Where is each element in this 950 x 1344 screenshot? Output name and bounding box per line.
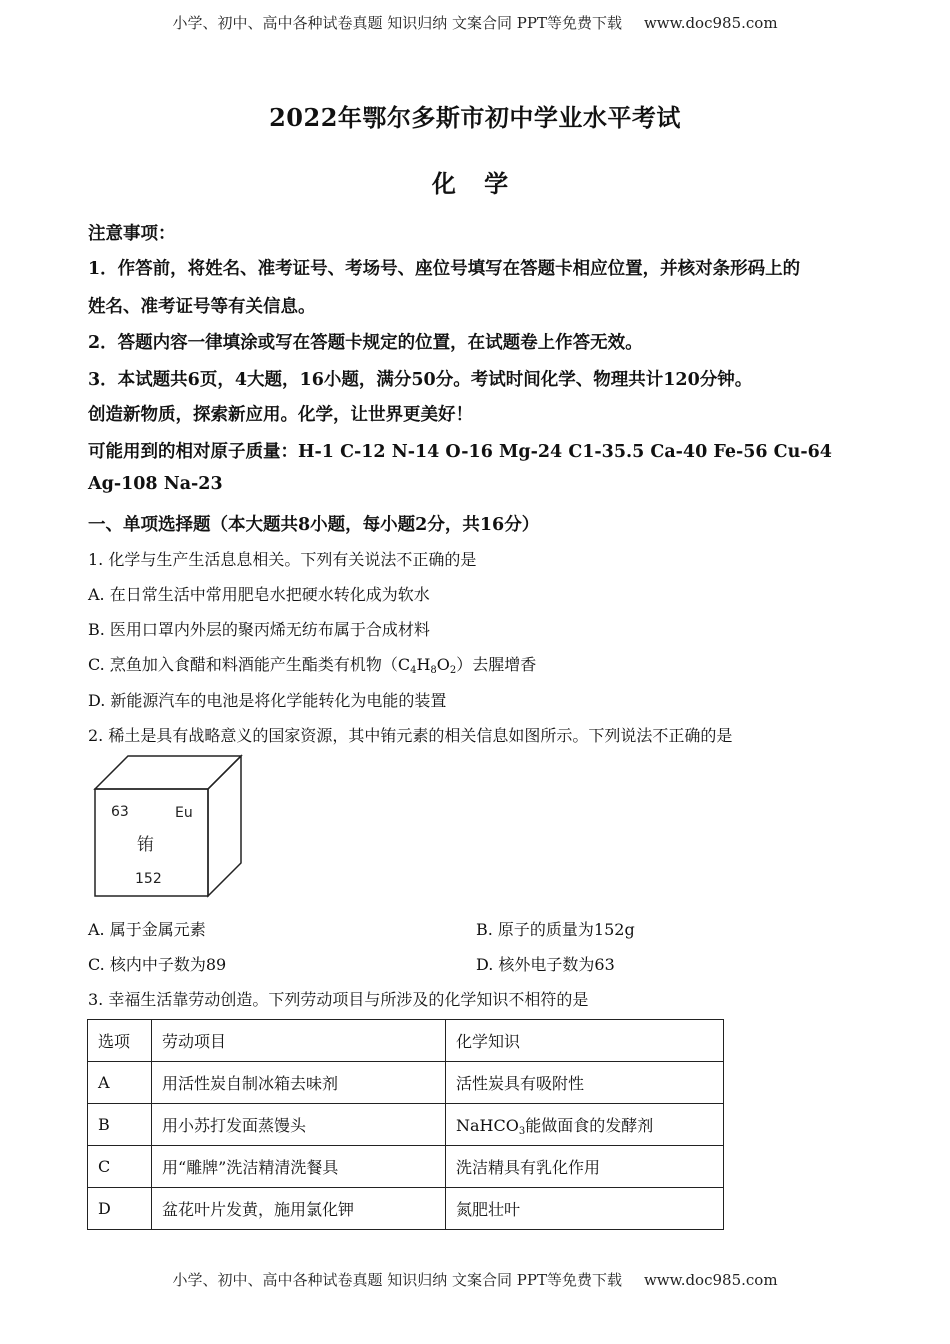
notice-item-1: 1．作答前，将姓名、准考证号、考场号、座位号填写在答题卡相应位置，并核对条形码上的 xyxy=(88,259,801,279)
notice-heading: 注意事项： xyxy=(88,224,176,244)
q1-option-c: C. 烹鱼加入食醋和料酒能产生酯类有机物$(C_4H_8O_2)$去腥增香 xyxy=(88,655,537,676)
q3-stem: 3. 幸福生活靠劳动创造。下列劳动项目与所涉及的化学知识不相符的是 xyxy=(88,990,589,1009)
exam-title: 2022年鄂尔多斯市初中学业水平考试 xyxy=(269,103,681,132)
slogan: 创造新物质，探索新应用。化学，让世界更美好！ xyxy=(88,405,473,425)
table-header-row xyxy=(88,1020,724,1062)
q2-option-d: D. 核外电子数为63 xyxy=(476,955,615,974)
table-cell-knowledge: 活性炭具有吸附性 xyxy=(446,1062,724,1104)
element-symbol: Eu xyxy=(175,805,193,821)
page-footer xyxy=(0,1269,950,1290)
table-header-cell: 劳动项目 xyxy=(152,1020,446,1062)
exam-subject: 化 学 xyxy=(431,169,519,198)
q2-stem: 2. 稀土是具有战略意义的国家资源，其中铕元素的相关信息如图所示。下列说法不正确的是 xyxy=(88,726,733,745)
table-cell-knowledge: NaHCO$_3$能做面食的发酵剂 xyxy=(446,1104,724,1146)
element-name: 铕 xyxy=(137,835,154,855)
q1-option-d: D. 新能源汽车的电池是将化学能转化为电能的装置 xyxy=(88,691,447,710)
table-cell-labor: 用活性炭自制冰箱去味剂 xyxy=(152,1062,446,1104)
footer-url[interactable]: www.doc985.com xyxy=(643,1271,778,1289)
atomic-masses-cont: Ag-108 Na-23 xyxy=(88,474,223,494)
table-cell-labor: 用小苏打发面蒸馒头 xyxy=(152,1104,446,1146)
q1-option-a: A. 在日常生活中常用肥皂水把硬水转化成为软水 xyxy=(88,585,430,604)
table-cell-option: A xyxy=(88,1062,152,1104)
table-row xyxy=(88,1104,724,1146)
notice-item-2: 2．答题内容一律填涂或写在答题卡规定的位置，在试题卷上作答无效。 xyxy=(88,333,643,353)
q1-stem: 1. 化学与生产生活息息相关。下列有关说法不正确的是 xyxy=(88,550,477,569)
table-header-cell: 选项 xyxy=(88,1020,152,1062)
page-header xyxy=(0,12,950,33)
table-row xyxy=(88,1146,724,1188)
table-cell-option: D xyxy=(88,1188,152,1230)
q2-option-c: C. 核内中子数为89 xyxy=(88,955,227,974)
element-mass: 152 xyxy=(135,871,162,887)
table-cell-labor: 盆花叶片发黄，施用氯化钾 xyxy=(152,1188,446,1230)
q2-option-b: B. 原子的质量为152g xyxy=(476,920,635,939)
notice-item-3: 3．本试题共6页，4大题，16小题，满分50分。考试时间化学、物理共计120分钟。 xyxy=(88,370,753,390)
notice-item-1-cont: 姓名、准考证号等有关信息。 xyxy=(88,297,316,317)
q1-option-b: B. 医用口罩内外层的聚丙烯无纺布属于合成材料 xyxy=(88,620,430,639)
table-row xyxy=(88,1188,724,1230)
table-cell-labor: 用“雕牌”洗洁精清洗餐具 xyxy=(152,1146,446,1188)
header-text: 小学、初中、高中各种试卷真题 知识归纳 文案合同 PPT等免费下载 xyxy=(172,14,622,32)
table-row xyxy=(88,1062,724,1104)
element-number: 63 xyxy=(111,804,129,820)
header-url[interactable]: www.doc985.com xyxy=(643,14,778,32)
element-cube-figure xyxy=(92,752,246,902)
section-1-title: 一、单项选择题（本大题共8小题，每小题2分，共16分） xyxy=(88,515,540,535)
footer-text: 小学、初中、高中各种试卷真题 知识归纳 文案合同 PPT等免费下载 xyxy=(172,1271,622,1289)
table-header-cell: 化学知识 xyxy=(446,1020,724,1062)
atomic-masses: 可能用到的相对原子质量：H-1 C-12 N-14 O-16 Mg-24 C1-35.5 Ca-40 Fe-56 Cu-64 xyxy=(88,442,832,462)
table-cell-option: C xyxy=(88,1146,152,1188)
table-cell-option: B xyxy=(88,1104,152,1146)
q3-table xyxy=(87,1019,724,1230)
q2-option-a: A. 属于金属元素 xyxy=(88,920,206,939)
table-cell-knowledge: 洗洁精具有乳化作用 xyxy=(446,1146,724,1188)
table-cell-knowledge: 氮肥壮叶 xyxy=(446,1188,724,1230)
